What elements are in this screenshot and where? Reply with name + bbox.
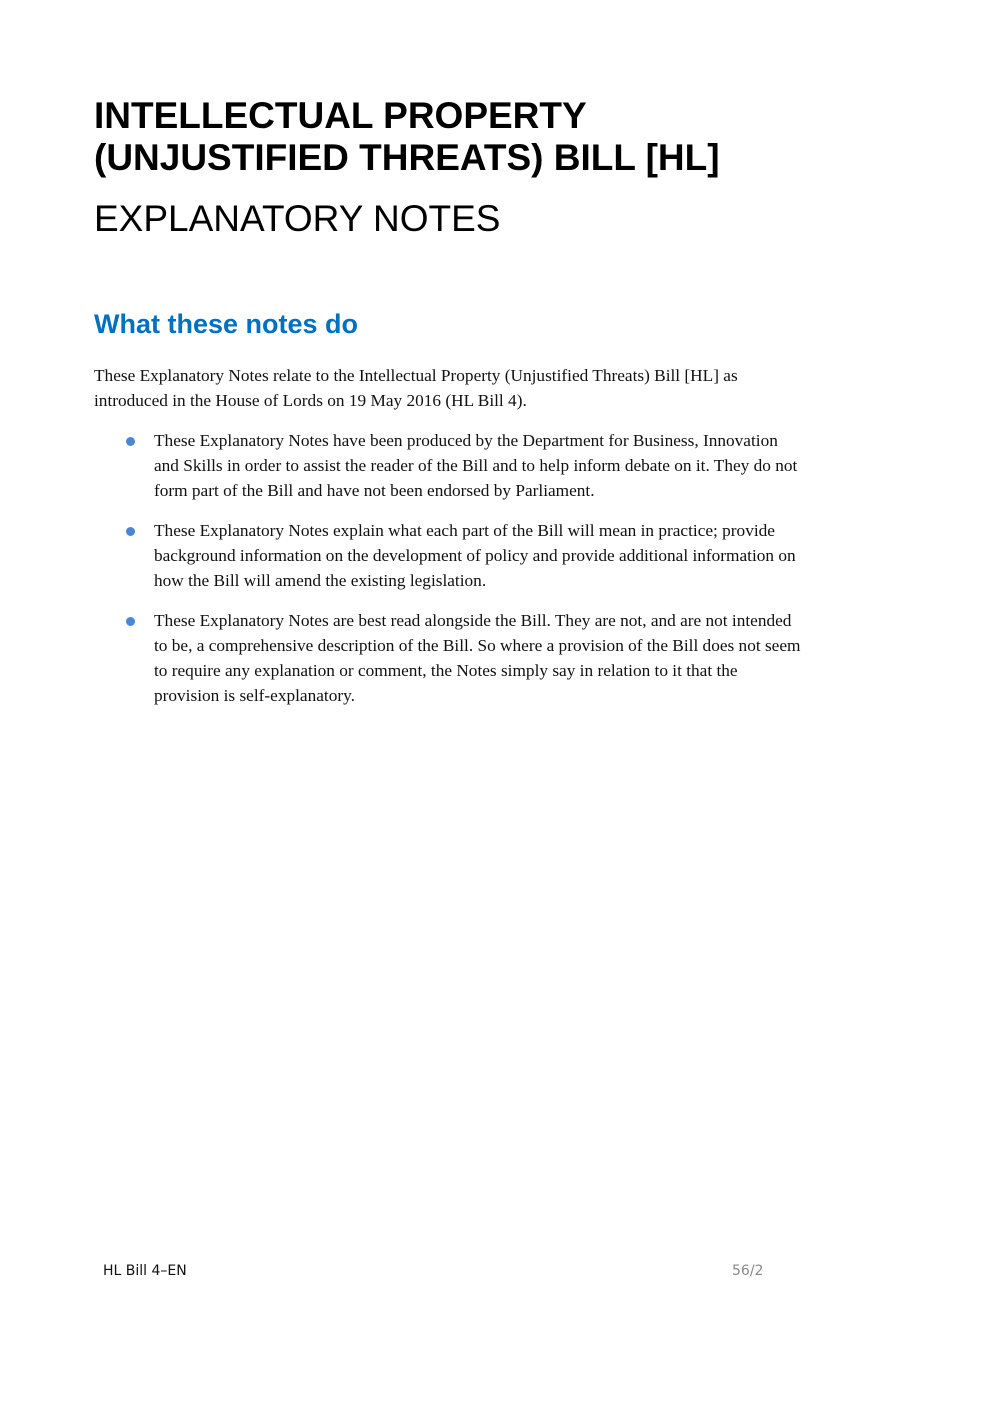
- text-line: form part of the Bill and have not been endorsed by Parliament.: [154, 481, 595, 500]
- document-title: [94, 95, 720, 179]
- bullet-item: [154, 518, 796, 593]
- bullet-item: [154, 428, 797, 503]
- section-heading: What these notes do: [94, 309, 359, 339]
- text-line: how the Bill will amend the existing legislation.: [154, 571, 487, 590]
- text-line: to be, a comprehensive description of the Bill. So where a provision of the Bill does not seem: [154, 636, 801, 655]
- bullet-icon: [126, 437, 135, 446]
- text-line: provision is self-explanatory.: [154, 686, 355, 705]
- text-line: These Explanatory Notes are best read alongside the Bill. They are not, and are not intended: [154, 611, 792, 630]
- text-line: background information on the development of policy and provide additional information on: [154, 546, 796, 565]
- bullet-icon: [126, 527, 135, 536]
- text-line: These Explanatory Notes have been produced by the Department for Business, Innovation: [154, 431, 778, 450]
- intro-paragraph: [94, 363, 738, 413]
- text-line: These Explanatory Notes explain what each part of the Bill will mean in practice; provide: [154, 521, 775, 540]
- bullet-item: [154, 608, 800, 708]
- footer-bill-reference: HL Bill 4–EN: [103, 1263, 187, 1279]
- text-line: and Skills in order to assist the reader of the Bill and to help inform debate on it. They do not: [154, 456, 798, 475]
- text-line: introduced in the House of Lords on 19 May 2016 (HL Bill 4).: [94, 391, 527, 410]
- text-line: to require any explanation or comment, the Notes simply say in relation to it that the: [154, 661, 738, 680]
- document-subtitle: EXPLANATORY NOTES: [94, 198, 501, 239]
- title-line: (UNJUSTIFIED THREATS) BILL [HL]: [94, 137, 720, 178]
- footer-page-reference: 56/2: [732, 1263, 764, 1279]
- bullet-icon: [126, 617, 135, 626]
- title-line: INTELLECTUAL PROPERTY: [94, 95, 587, 136]
- text-line: These Explanatory Notes relate to the Intellectual Property (Unjustified Threats) Bill [HL] as: [94, 366, 738, 385]
